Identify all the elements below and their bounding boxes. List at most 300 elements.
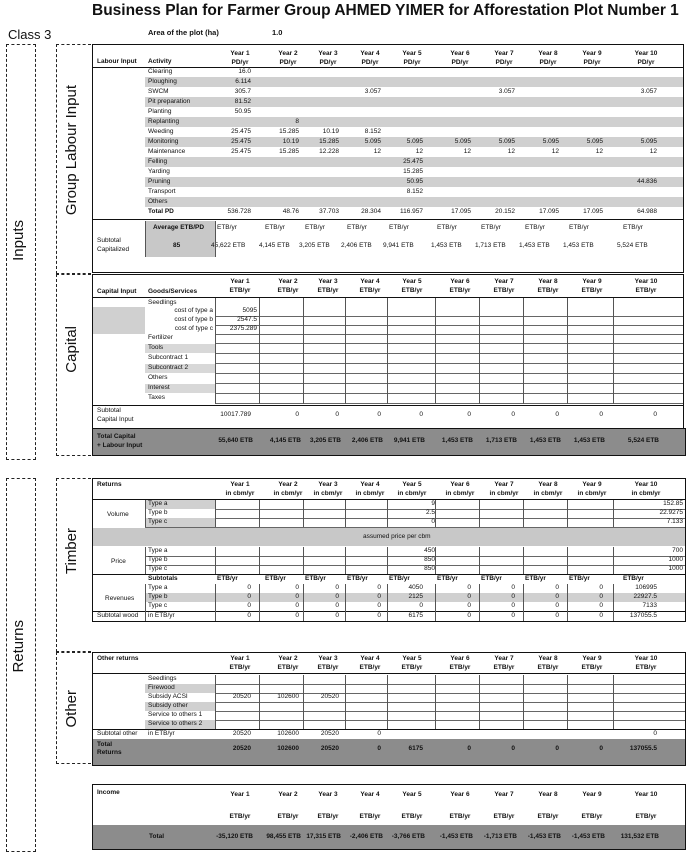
grid-line [479, 675, 480, 729]
total-returns-value: 20520 [320, 745, 339, 752]
income-total-value: 17,315 ETB [306, 833, 341, 840]
volume-y5: 0 [431, 518, 435, 525]
grid-line [145, 221, 146, 257]
cell-value: 12 [463, 148, 471, 155]
avg-label: Average ETB/PD [153, 224, 205, 231]
other-value: 102600 [277, 693, 299, 700]
unit-header: ETB/yr [401, 813, 423, 820]
avg-value: 85 [173, 242, 181, 249]
year-header: Year 2 [278, 50, 298, 57]
grid-line [345, 298, 346, 404]
capital-subtotal-value: 0 [467, 411, 471, 418]
etb-unit: ETB/yr [305, 575, 326, 582]
year-header: Year 6 [450, 278, 470, 285]
unit-header: in cbm/yr [355, 490, 385, 497]
grid-line [259, 547, 260, 574]
cell-value: 12 [507, 148, 515, 155]
type-label: Type b [148, 556, 168, 563]
other-item: Firewood [148, 684, 175, 691]
capital-total-value: 4,145 ETB [269, 437, 301, 444]
unit-header: ETB/yr [635, 287, 657, 294]
etb-unit: ETB/yr [305, 224, 325, 231]
unit-header: ETB/yr [581, 813, 603, 820]
subtotal-label-2: Capitalized [97, 246, 130, 253]
subtotal-wood-value: 0 [599, 612, 603, 619]
rule [215, 711, 685, 712]
cell-value: 12 [649, 148, 657, 155]
type-label: Type c [148, 602, 168, 609]
capital-subtotal-value: 10017.789 [220, 411, 251, 418]
grid-line [215, 584, 216, 621]
year-header: Year 3 [318, 655, 338, 662]
type-label: Type b [148, 593, 168, 600]
grid-line [387, 500, 388, 527]
etb-unit: ETB/yr [347, 575, 368, 582]
labour-header: Labour Input [97, 58, 137, 65]
total-pd-value: 20.152 [495, 208, 515, 215]
cell-value: 12.228 [319, 148, 339, 155]
grid-line [523, 584, 524, 621]
activity-name: Planting [148, 108, 172, 115]
income-total-band [93, 825, 685, 849]
table-row [145, 117, 683, 127]
cell-value: 81.52 [234, 98, 251, 105]
grid-line [303, 584, 304, 621]
grid-line [145, 547, 146, 574]
unit-header: in cbm/yr [313, 490, 343, 497]
class-label: Class 3 [8, 27, 52, 42]
grid-line [567, 298, 568, 404]
capital-subtotal-value: 0 [295, 411, 299, 418]
total-pd-value: 48.76 [282, 208, 299, 215]
capital-subtotal-value: 0 [419, 411, 423, 418]
grid-line [613, 298, 614, 404]
subtotal-wood-value: 6175 [408, 612, 423, 619]
subtotal-wood-value: 0 [377, 612, 381, 619]
unit-header: PD/yr [319, 59, 337, 66]
grid-line [479, 500, 480, 527]
volume-y5: 2.5 [425, 509, 435, 516]
price-y5: 850 [424, 565, 435, 572]
grid-line [259, 675, 260, 729]
etb-unit: ETB/yr [389, 224, 409, 231]
grid-line [613, 584, 614, 621]
etb-unit: ETB/yr [623, 224, 643, 231]
year-header: Year 7 [494, 481, 514, 488]
year-header: Year 9 [582, 791, 602, 798]
subtotal-value: 1,453 ETB [563, 242, 594, 249]
etb-unit: ETB/yr [265, 224, 285, 231]
grid-line [145, 500, 146, 527]
total-pd-value: 17.095 [583, 208, 603, 215]
labour-table [92, 44, 684, 273]
income-total-value: 131,532 ETB [620, 833, 659, 840]
volume-y10: 22.9275 [659, 509, 683, 516]
cell-value: 3.057 [364, 88, 381, 95]
unit-header: ETB/yr [581, 664, 603, 671]
income-total-value: -1,453 ETB [439, 833, 473, 840]
unit-header: PD/yr [495, 59, 513, 66]
grid-line [523, 547, 524, 574]
unit-header: ETB/yr [537, 287, 559, 294]
grid-line [479, 547, 480, 574]
revenue-value: 0 [335, 584, 339, 591]
year-header: Year 6 [450, 481, 470, 488]
year-header: Year 5 [402, 655, 422, 662]
year-header: Year 7 [494, 50, 514, 57]
etb-unit: ETB/yr [389, 575, 410, 582]
income-total-label: Total [149, 833, 165, 840]
grid-line [387, 675, 388, 729]
revenue-value: 0 [377, 593, 381, 600]
revenue-value: 0 [555, 602, 559, 609]
unit-header: in cbm/yr [225, 490, 255, 497]
rule [93, 673, 685, 674]
etb-unit: ETB/yr [481, 224, 501, 231]
cell-value: 25.475 [231, 148, 251, 155]
grid-line [303, 500, 304, 527]
etb-unit: ETB/yr [217, 224, 237, 231]
cell-value: 12 [595, 148, 603, 155]
cost-value: 2547.5 [237, 316, 257, 323]
revenue-value: 0 [555, 584, 559, 591]
other-value: 20520 [232, 693, 251, 700]
cell-value: 15.285 [279, 128, 299, 135]
capital-subtotal-value: 0 [555, 411, 559, 418]
unit-header: in cbm/yr [631, 490, 661, 497]
timber-label: Timber [63, 528, 80, 575]
year-header: Year 1 [230, 655, 250, 662]
income-total-value: -1,453 ETB [571, 833, 605, 840]
revenue-value: 0 [247, 584, 251, 591]
other-item: Subsidy ACSI [148, 693, 188, 700]
year-header: Year 8 [538, 655, 558, 662]
capital-subtotal-value: 0 [653, 411, 657, 418]
area-value: 1.0 [272, 28, 283, 37]
other-header: Other returns [97, 655, 139, 662]
activity-name: Replanting [148, 118, 180, 125]
cell-value: 15.285 [279, 148, 299, 155]
capital-subtotal-label-2: Capital Input [97, 416, 134, 423]
etb-unit: ETB/yr [569, 224, 589, 231]
price-y10: 1000 [668, 565, 683, 572]
other-value: 20520 [320, 693, 339, 700]
year-header: Year 1 [230, 50, 250, 57]
capital-total-value: 1,713 ETB [485, 437, 517, 444]
year-header: Year 1 [230, 481, 250, 488]
year-header: Year 5 [402, 50, 422, 57]
total-pd-value: 37.703 [319, 208, 339, 215]
grid-line [259, 298, 260, 404]
capital-total-label-2: + Labour Input [97, 442, 143, 449]
other-item: Service to others 1 [148, 711, 203, 718]
activity-name: Ploughing [148, 78, 177, 85]
capital-item: Subcontract 1 [148, 354, 189, 361]
cell-value: 5.095 [542, 138, 559, 145]
unit-header: ETB/yr [401, 664, 423, 671]
year-header: Year 3 [318, 791, 338, 798]
income-header: Income [97, 789, 120, 796]
year-header: Year 10 [634, 655, 658, 662]
revenue-value: 0 [467, 584, 471, 591]
cell-value: 8 [295, 118, 299, 125]
activity-header: Activity [148, 58, 172, 65]
year-header: Year 7 [494, 655, 514, 662]
capital-item: Others [148, 374, 168, 381]
volume-label: Volume [107, 511, 129, 518]
total-returns-value: 0 [377, 745, 381, 752]
inputs-label: Inputs [10, 220, 27, 261]
revenue-value: 0 [467, 602, 471, 609]
activity-name: Others [148, 198, 168, 205]
cell-value: 50.95 [234, 108, 251, 115]
volume-y5: 9 [431, 500, 435, 507]
year-header: Year 4 [360, 655, 380, 662]
year-header: Year 6 [450, 50, 470, 57]
unit-header: ETB/yr [229, 664, 251, 671]
unit-header: PD/yr [539, 59, 557, 66]
revenue-value: 22927.5 [633, 593, 657, 600]
etb-unit: ETB/yr [623, 575, 644, 582]
type-label: Type c [148, 565, 168, 572]
unit-header: in cbm/yr [577, 490, 607, 497]
unit-header: ETB/yr [317, 287, 339, 294]
grid-line [435, 298, 436, 404]
revenue-value: 0 [335, 593, 339, 600]
unit-header: ETB/yr [317, 813, 339, 820]
unit-header: ETB/yr [581, 287, 603, 294]
capital-subtotal-label: Subtotal [97, 407, 121, 414]
grid-line [435, 547, 436, 574]
etb-unit: ETB/yr [525, 224, 545, 231]
capital-subtotal-value: 0 [511, 411, 515, 418]
total-pd-label: Total PD [148, 208, 174, 215]
activity-name: Weeding [148, 128, 174, 135]
revenue-value: 0 [467, 593, 471, 600]
unit-header: in cbm/yr [489, 490, 519, 497]
capital-header: Capital Input [97, 288, 137, 295]
subtotals-label: Subtotals [148, 575, 178, 582]
activity-name: Maintenance [148, 148, 186, 155]
volume-y10: 152.85 [663, 500, 683, 507]
year-header: Year 7 [494, 278, 514, 285]
type-label: Type a [148, 584, 168, 591]
revenue-value: 106995 [635, 584, 657, 591]
cell-value: 15.285 [319, 138, 339, 145]
income-total-value: -3,766 ETB [391, 833, 425, 840]
capital-total-value: 9,941 ETB [393, 437, 425, 444]
unit-header: ETB/yr [537, 813, 559, 820]
total-returns-value: 0 [511, 745, 515, 752]
unit-header: ETB/yr [493, 287, 515, 294]
revenue-value: 4050 [408, 584, 423, 591]
volume-y10: 7.133 [666, 518, 683, 525]
grid-line [345, 584, 346, 621]
income-total-value: -35,120 ETB [216, 833, 253, 840]
total-returns-value: 6175 [408, 745, 423, 752]
price-y10: 700 [672, 547, 683, 554]
capital-total-label: Total Capital [97, 433, 136, 440]
subtotal-wood-value: 0 [467, 612, 471, 619]
cell-value: 5.095 [640, 138, 657, 145]
year-header: Year 1 [230, 791, 250, 798]
year-header: Year 10 [634, 278, 658, 285]
cell-value: 5.095 [406, 138, 423, 145]
rule [93, 219, 683, 220]
year-header: Year 5 [402, 481, 422, 488]
capital-table [92, 274, 684, 429]
total-returns-value: 0 [555, 745, 559, 752]
revenue-value: 0 [295, 593, 299, 600]
cell-value: 50.95 [406, 178, 423, 185]
subtotal-value: 1,453 ETB [431, 242, 462, 249]
unit-header: PD/yr [583, 59, 601, 66]
price-label: Price [111, 558, 126, 565]
grid-line [303, 298, 304, 404]
grid-line [567, 547, 568, 574]
grid-line [523, 298, 524, 404]
year-header: Year 6 [450, 791, 470, 798]
subtotal-value: 2,406 ETB [341, 242, 372, 249]
subtotal-other-value: 102600 [277, 730, 299, 737]
cell-value: 8.152 [364, 128, 381, 135]
cell-value: 16.0 [238, 68, 251, 75]
type-label: Type b [148, 509, 168, 516]
grid-line [435, 675, 436, 729]
capital-total-value: 55,640 ETB [218, 437, 253, 444]
cell-value: 305.7 [234, 88, 251, 95]
subtotal-wood-value: 137055.5 [629, 612, 657, 619]
year-header: Year 10 [634, 50, 658, 57]
subtotal-value: 1,453 ETB [519, 242, 550, 249]
grid-line [567, 584, 568, 621]
activity-name: Transport [148, 188, 176, 195]
total-returns-label: Total [97, 741, 113, 748]
rule [215, 684, 685, 685]
revenues-label: Revenues [105, 595, 135, 602]
unit-header: ETB/yr [359, 813, 381, 820]
grid-line [613, 500, 614, 527]
subtotal-wood-value: 0 [555, 612, 559, 619]
subtotal-other-label: Subtotal other [97, 730, 138, 737]
capital-subtotal-value: 0 [377, 411, 381, 418]
subtotal-other-value: 20520 [320, 730, 339, 737]
subtotal-value: 9,941 ETB [383, 242, 414, 249]
unit-header: ETB/yr [277, 813, 299, 820]
unit-header: ETB/yr [359, 664, 381, 671]
rule [215, 720, 685, 721]
grid-line [215, 675, 216, 729]
total-returns-value: 0 [467, 745, 471, 752]
total-returns-value: 0 [599, 745, 603, 752]
assumed-label: assumed price per cbm [363, 533, 431, 540]
total-returns-value: 137055.5 [629, 745, 657, 752]
grid-line [345, 675, 346, 729]
revenue-value: 0 [247, 593, 251, 600]
year-header: Year 8 [538, 50, 558, 57]
subtotal-label: Subtotal [97, 237, 121, 244]
table-row [145, 197, 683, 207]
unit-header: PD/yr [403, 59, 421, 66]
year-header: Year 5 [402, 278, 422, 285]
subtotal-wood-label: Subtotal wood [97, 612, 139, 619]
cell-value: 5.095 [586, 138, 603, 145]
unit-header: ETB/yr [277, 287, 299, 294]
subtotal-value: 5,524 ETB [617, 242, 648, 249]
unit-header: PD/yr [361, 59, 379, 66]
etb-unit: ETB/yr [569, 575, 590, 582]
income-table [92, 784, 686, 850]
rule [93, 405, 683, 406]
cost-label: cost of type c [174, 325, 213, 332]
year-header: Year 1 [230, 278, 250, 285]
year-header: Year 10 [634, 481, 658, 488]
capital-total-band [92, 428, 686, 456]
year-header: Year 9 [582, 50, 602, 57]
revenue-value: 0 [555, 593, 559, 600]
cell-value: 10.19 [322, 128, 339, 135]
labour-label: Group Labour Input [63, 85, 80, 216]
cell-value: 44.836 [637, 178, 657, 185]
activity-name: Clearing [148, 68, 173, 75]
goods-header: Goods/Services [148, 288, 198, 295]
cell-value: 3.057 [640, 88, 657, 95]
other-item: Subsidy other [148, 702, 188, 709]
capital-item: Fertilizer [148, 334, 173, 341]
cell-value: 12 [415, 148, 423, 155]
unit-header: ETB/yr [277, 664, 299, 671]
etb-unit: ETB/yr [437, 575, 458, 582]
capital-total-value: 1,453 ETB [529, 437, 561, 444]
grid-line [523, 675, 524, 729]
price-y10: 1000 [668, 556, 683, 563]
subtotal-wood-value: 0 [295, 612, 299, 619]
year-header: Year 4 [360, 50, 380, 57]
etb-unit: ETB/yr [481, 575, 502, 582]
price-y5: 850 [424, 556, 435, 563]
subtotal-wood-value: 0 [511, 612, 515, 619]
subtotal-wood-value: 0 [335, 612, 339, 619]
returns-label: Returns [10, 620, 27, 673]
year-header: Year 4 [360, 791, 380, 798]
income-total-value: -1,713 ETB [483, 833, 517, 840]
year-header: Year 2 [278, 791, 298, 798]
total-returns-band [93, 739, 685, 765]
total-pd-value: 28.304 [361, 208, 381, 215]
activity-name: Felling [148, 158, 168, 165]
revenue-value: 0 [511, 584, 515, 591]
activity-name: Yarding [148, 168, 170, 175]
capital-total-value: 5,524 ETB [627, 437, 659, 444]
unit-header: ETB/yr [635, 813, 657, 820]
rule [93, 297, 683, 298]
grid-line [523, 500, 524, 527]
subtotal-value: 1,713 ETB [475, 242, 506, 249]
capital-total-value: 1,453 ETB [441, 437, 473, 444]
unit-header: ETB/yr [317, 664, 339, 671]
activity-name: Monitoring [148, 138, 179, 145]
unit-header: ETB/yr [635, 664, 657, 671]
income-total-value: -2,406 ETB [349, 833, 383, 840]
subtotal-other-value: 0 [377, 730, 381, 737]
grid-line [215, 500, 216, 527]
subtotal-wood-value: 0 [247, 612, 251, 619]
cell-value: 25.475 [231, 128, 251, 135]
grid-line [303, 675, 304, 729]
unit-header: ETB/yr [493, 813, 515, 820]
type-label: Type c [148, 518, 168, 525]
grid-line [387, 547, 388, 574]
